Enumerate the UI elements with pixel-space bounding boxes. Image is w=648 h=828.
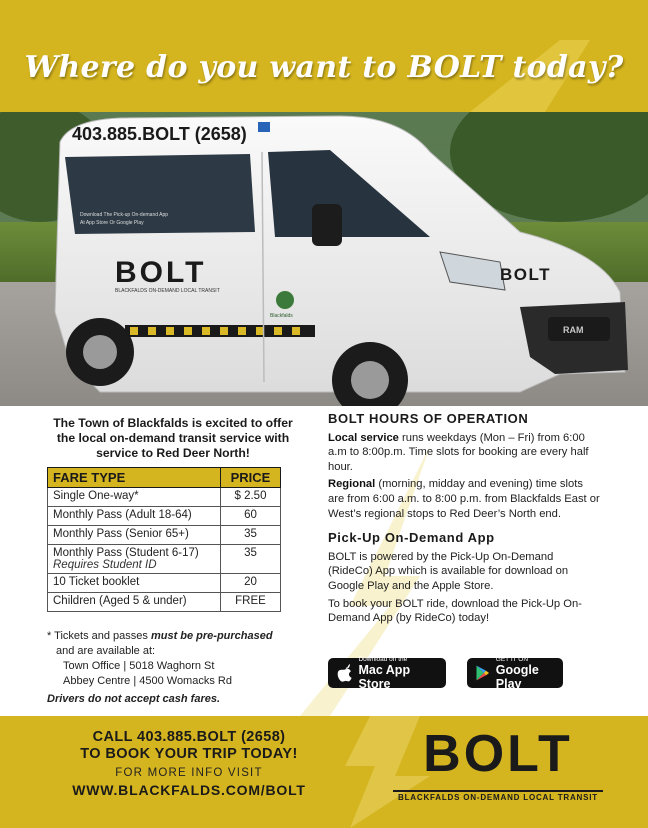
- mac-app-store-button[interactable]: [328, 655, 446, 691]
- purchase-note-pre: * Tickets and passes: [47, 630, 151, 642]
- van-phone-number: 403.885.BOLT (2658): [72, 124, 247, 144]
- apple-store-small-text: Download on the: [358, 655, 408, 663]
- fare-type-cell: 10 Ticket booklet: [48, 574, 221, 593]
- van-crest-label: Blackfalds: [270, 313, 293, 319]
- van-bolt-subtitle: BLACKFALDS ON-DEMAND LOCAL TRANSIT: [115, 288, 220, 294]
- google-play-small-text: GET IT ON: [495, 655, 529, 663]
- van-window-text-2: At App Store Or Google Play: [80, 220, 144, 226]
- bolt-logo: [393, 716, 603, 828]
- van-ram-badge: RAM: [563, 325, 584, 335]
- fare-type-header: FARE TYPE: [48, 468, 221, 488]
- fare-type-cell: Monthly Pass (Adult 18-64): [48, 507, 221, 526]
- purchase-note: [47, 629, 307, 707]
- purchase-note-emphasis: must be pre-purchased: [150, 630, 273, 642]
- van-front-bolt-logo: BOLT: [500, 265, 552, 284]
- price-cell: 60: [221, 507, 281, 526]
- location-abbey-centre: Abbey Centre | 4500 Womacks Rd: [63, 675, 232, 687]
- bolt-logo-subtitle: BLACKFALDS ON-DEMAND LOCAL TRANSIT: [393, 790, 603, 802]
- header-banner: [0, 0, 648, 112]
- location-town-office: Town Office | 5018 Waghorn St: [63, 660, 215, 672]
- price-cell: 35: [221, 545, 281, 574]
- van-photo: [0, 112, 648, 406]
- local-service-label: Local service: [328, 431, 399, 444]
- price-header: PRICE: [221, 468, 281, 488]
- app-booking-text: To book your BOLT ride, download the Pick-Up On-Demand App (by RideCo) today!: [328, 597, 582, 625]
- app-description: BOLT is powered by the Pick-Up On-Demand (RideCo) App which is available for download on Google Play and the Apple Store.: [328, 550, 569, 592]
- regional-service-detail: (morning, midday and evening) time slots are from 6:00 a.m. to 8:00 p.m. from Blackfalds East or West’s regional stops to Red Deer’s North end.: [328, 478, 600, 520]
- price-cell: 35: [221, 526, 281, 545]
- table-row: [48, 526, 281, 545]
- fare-type-label: Monthly Pass (Student 6-17): [53, 547, 199, 559]
- price-cell: $ 2.50: [221, 488, 281, 507]
- table-row: [48, 488, 281, 507]
- fare-table-header: [48, 468, 281, 488]
- hours-and-app-section: [328, 412, 600, 629]
- local-service-text: [328, 431, 600, 475]
- app-title: Pick-Up On-Demand App: [328, 530, 495, 546]
- table-row: [48, 545, 281, 574]
- table-row: [48, 574, 281, 593]
- fare-table: [47, 467, 281, 612]
- regional-service-text: [328, 477, 600, 521]
- price-cell: 20: [221, 574, 281, 593]
- call-phone: CALL 403.885.BOLT (2658): [92, 729, 286, 745]
- purchase-note-line2: and are available at:: [56, 645, 156, 657]
- purchase-note-line1: [47, 629, 307, 644]
- hours-title: BOLT HOURS OF OPERATION: [328, 411, 529, 426]
- bolt-logo-text: BOLT: [423, 725, 573, 783]
- headline: Where do you want to BOLT today?: [24, 50, 624, 85]
- van-window-text-1: Download The Pick-up On-demand App: [80, 212, 169, 218]
- price-cell: FREE: [221, 593, 281, 612]
- info-section: [0, 406, 648, 716]
- call-to-action: [30, 729, 348, 763]
- apple-icon: [336, 663, 352, 683]
- fare-type-cell: [48, 545, 221, 574]
- fare-type-requirement: Requires Student ID: [53, 559, 157, 571]
- fare-type-cell: Single One-way*: [48, 488, 221, 507]
- regional-service-label: Regional: [328, 478, 376, 491]
- apple-store-big-text: Mac App Store: [358, 662, 411, 691]
- fare-type-cell: Monthly Pass (Senior 65+): [48, 526, 221, 545]
- table-row: [48, 593, 281, 612]
- footer-banner: [0, 716, 648, 828]
- google-play-button[interactable]: [467, 655, 563, 691]
- table-row: [48, 507, 281, 526]
- call-book-trip: TO BOOK YOUR TRIP TODAY!: [80, 746, 298, 762]
- blackfalds-crest-icon: [276, 291, 294, 309]
- local-service-detail: runs weekdays (Mon – Fri) from 6:00 a.m to 8:00p.m. Time slots for booking are every half hour.: [328, 431, 589, 473]
- fare-type-cell: Children (Aged 5 & under): [48, 593, 221, 612]
- google-play-big-text: Google Play: [495, 662, 539, 691]
- intro-text: The Town of Blackfalds is excited to offer the local on-demand transit service with service to Red Deer North!: [53, 416, 293, 460]
- more-info-label: FOR MORE INFO VISIT: [115, 767, 263, 779]
- accessibility-icon: [258, 122, 270, 132]
- van-bolt-logo: BOLT: [115, 256, 207, 289]
- google-play-icon: [475, 663, 490, 683]
- website-link[interactable]: WWW.BLACKFALDS.COM/BOLT: [72, 782, 306, 798]
- cash-notice: Drivers do not accept cash fares.: [47, 693, 221, 705]
